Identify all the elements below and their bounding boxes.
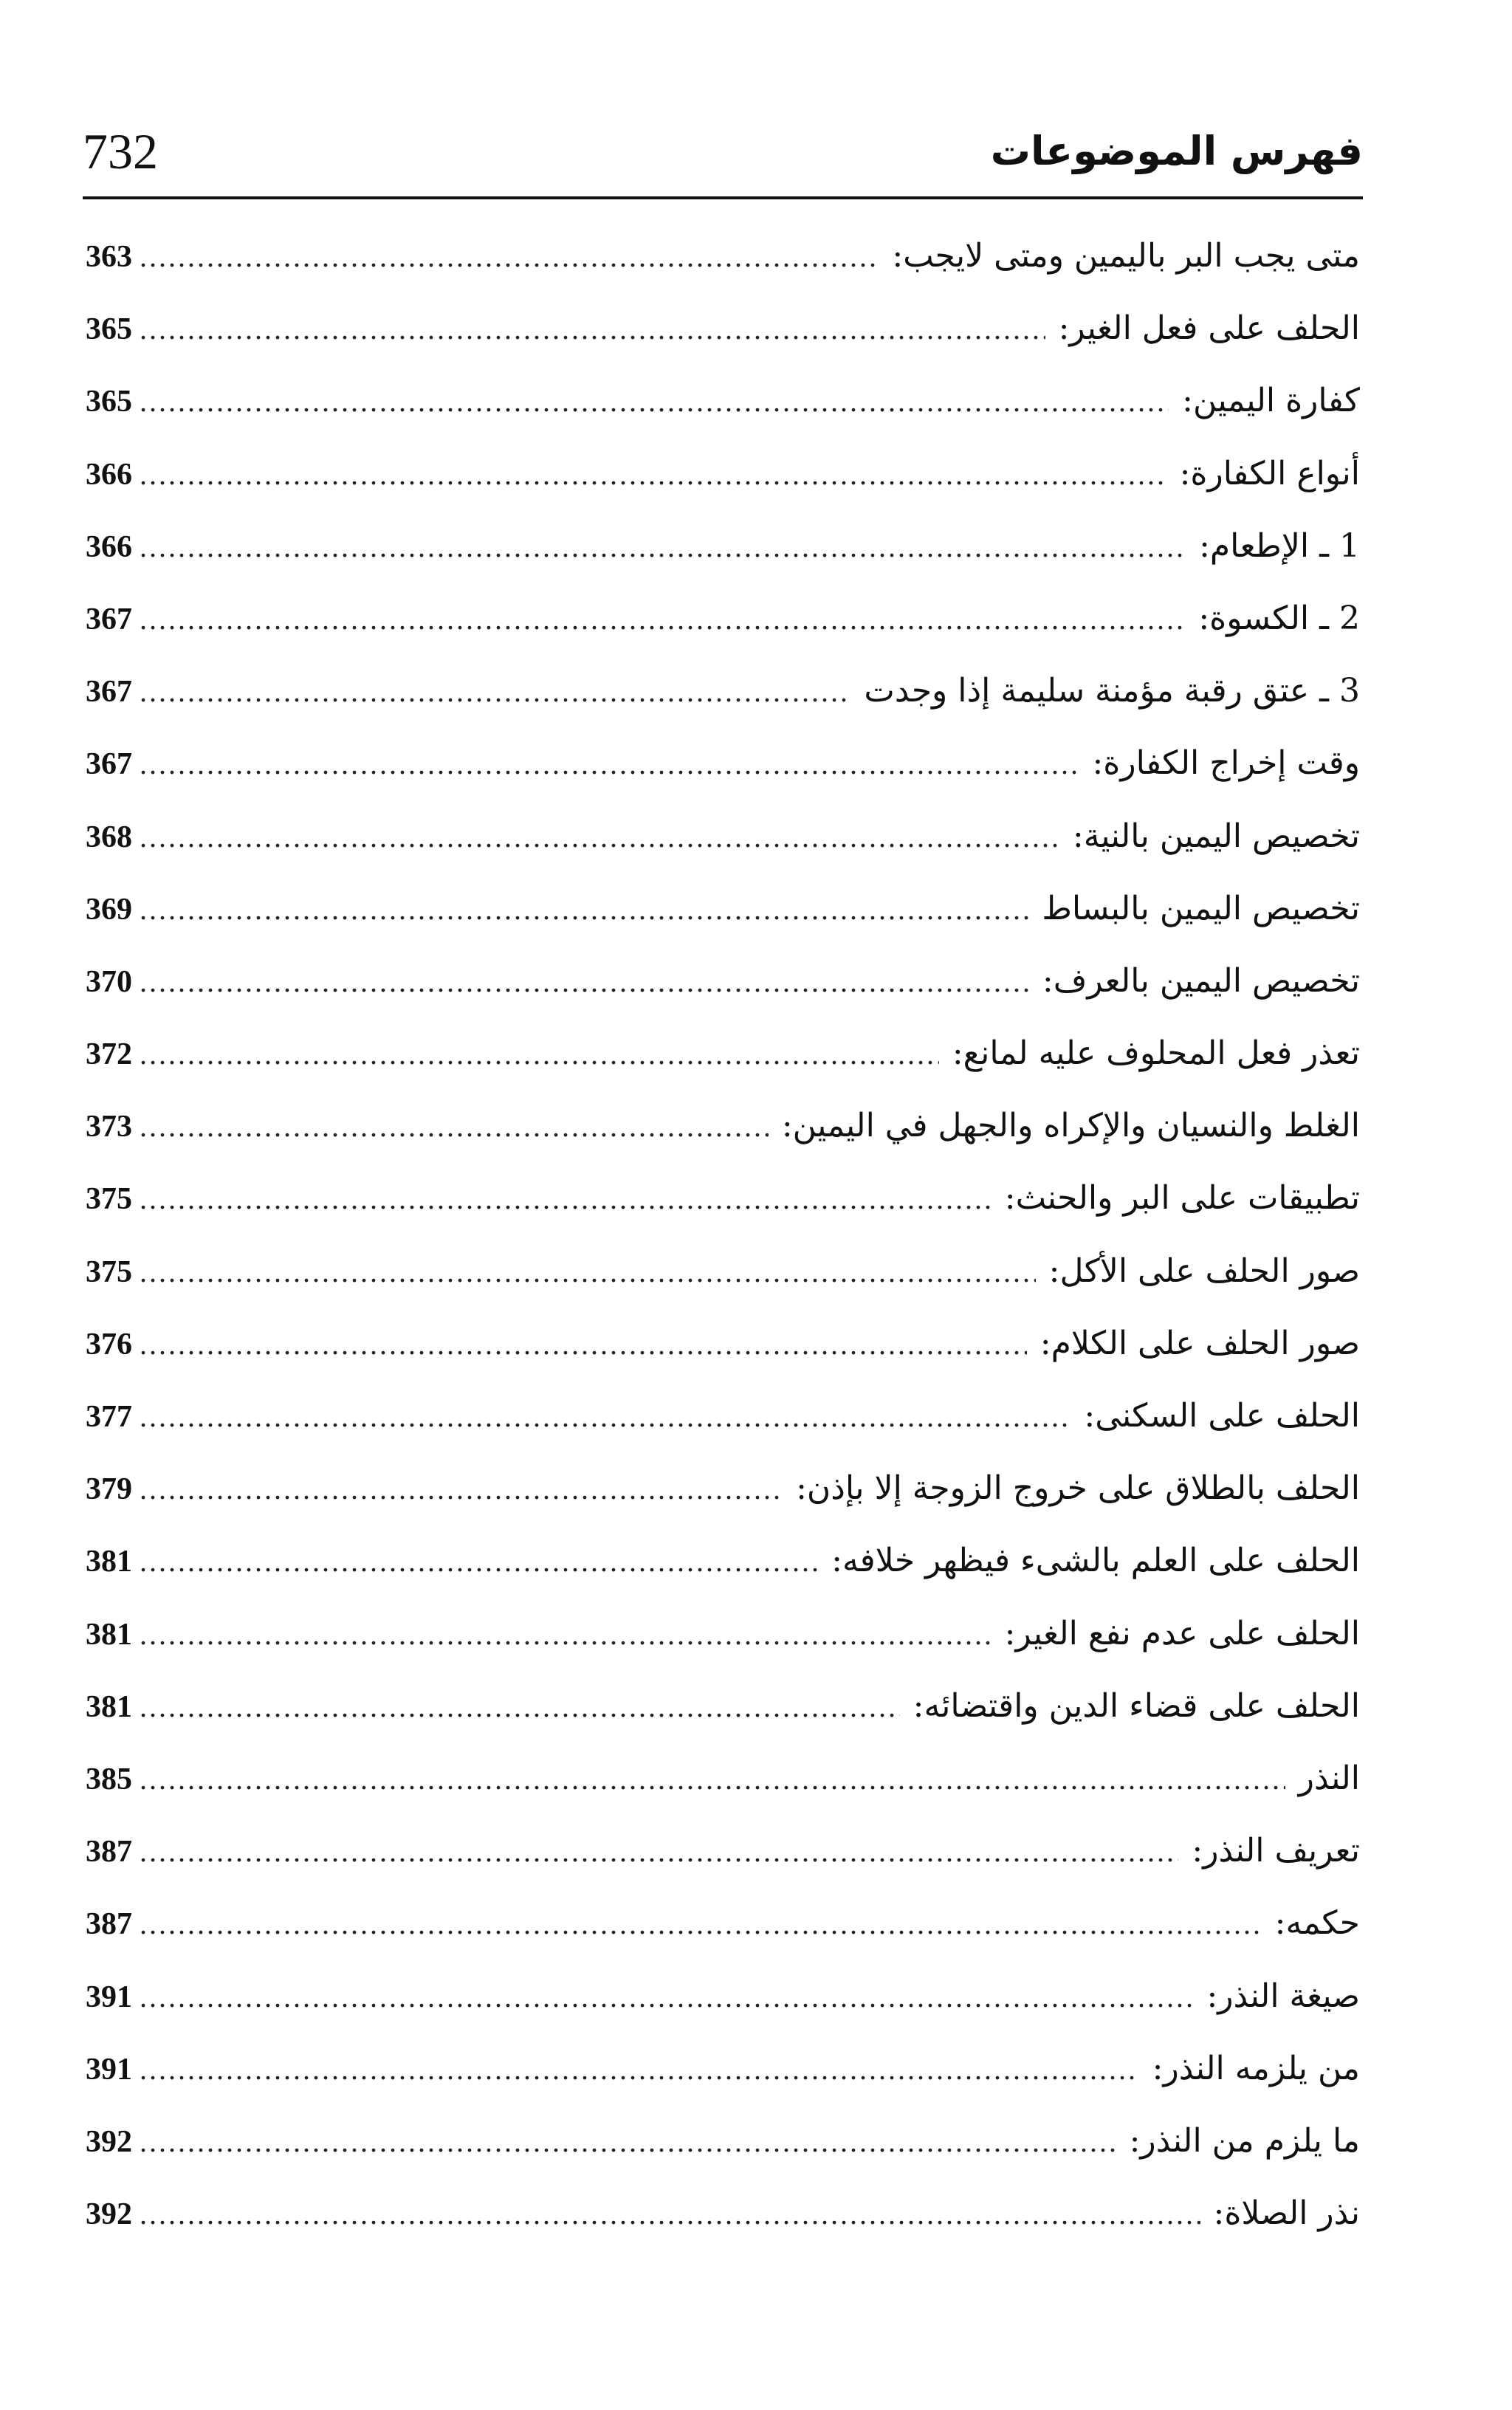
toc-entry-title: نذر الصلاة: [1213, 2194, 1360, 2233]
page-number: 732 [83, 123, 158, 179]
toc-entry-title: الحلف على قضاء الدين واقتضائه: [913, 1686, 1360, 1725]
dot-leader [140, 946, 1029, 1018]
toc-entry-title: صيغة النذر: [1206, 1977, 1360, 2015]
toc-row [86, 1670, 1360, 1743]
page-title: فهرس الموضوعات [990, 128, 1363, 174]
toc-entry-title: تعريف النذر: [1192, 1832, 1360, 1870]
toc-entry-page: 373 [86, 1110, 132, 1144]
toc-row [86, 220, 1360, 292]
toc-entry-page: 369 [86, 892, 132, 927]
toc-row [86, 1960, 1360, 2033]
dot-leader [140, 365, 1169, 438]
toc-entry-page: 379 [86, 1472, 132, 1507]
toc-entry-title: متى يجب البر باليمين ومتى لايجب: [892, 237, 1360, 275]
toc-entry-page: 368 [86, 820, 132, 854]
toc-row [86, 1380, 1360, 1452]
dot-leader [140, 2178, 1200, 2251]
toc-entry-page: 391 [86, 1980, 132, 2014]
toc-row [86, 1308, 1360, 1380]
toc-entry-title: ما يلزم من النذر: [1129, 2121, 1360, 2160]
toc-entry-title: 1 ـ الإطعام: [1199, 526, 1360, 565]
toc-entry-title: 2 ـ الكسوة: [1198, 599, 1360, 637]
toc-row [86, 2105, 1360, 2177]
dot-leader [140, 2106, 1116, 2178]
toc-entry-page: 385 [86, 1762, 132, 1796]
toc-row [86, 945, 1360, 1017]
toc-entry-page: 387 [86, 1835, 132, 1870]
toc-row [86, 365, 1360, 437]
toc-entry-title: الحلف على العلم بالشىء فيظهر خلافه: [831, 1542, 1360, 1580]
toc-entry-page: 370 [86, 964, 132, 999]
toc-entry-title: الحلف على عدم نفع الغير: [1004, 1614, 1360, 1652]
toc-row [86, 2177, 1360, 2250]
toc-row [86, 655, 1360, 727]
toc-row [86, 438, 1360, 510]
toc-entry-title: تطبيقات على البر والحنث: [1004, 1179, 1360, 1218]
toc-entry-page: 392 [86, 2124, 132, 2159]
toc-entry-title: تخصيص اليمين بالبساط [1042, 889, 1360, 927]
toc-entry-title: وقت إخراج الكفارة: [1092, 744, 1360, 783]
toc-row [86, 1743, 1360, 1815]
dot-leader [140, 293, 1045, 365]
toc-row [86, 873, 1360, 945]
dot-leader [140, 1163, 992, 1235]
toc-entry-page: 381 [86, 1617, 132, 1652]
toc-entry-title: حكمه: [1274, 1904, 1360, 1943]
dot-leader [140, 511, 1186, 583]
toc-entry-page: 367 [86, 747, 132, 782]
toc-entry-page: 367 [86, 675, 132, 710]
dot-leader [140, 2033, 1139, 2106]
dot-leader [140, 656, 850, 728]
dot-leader [140, 873, 1028, 946]
page-header [83, 111, 1363, 192]
toc-row [86, 292, 1360, 365]
dot-leader [140, 1743, 1285, 1816]
toc-row [86, 800, 1360, 873]
toc-row [86, 1815, 1360, 1887]
toc-entry-page: 372 [86, 1037, 132, 1072]
toc-entry-page: 367 [86, 602, 132, 636]
dot-leader [140, 1525, 818, 1598]
toc-row [86, 583, 1360, 655]
dot-leader [140, 221, 879, 293]
toc-entry-title: تخصيص اليمين بالنية: [1072, 817, 1360, 855]
toc-row [86, 1017, 1360, 1090]
toc-entry-page: 391 [86, 2052, 132, 2087]
toc-entry-title: تخصيص اليمين بالعرف: [1042, 961, 1360, 1000]
dot-leader [140, 1453, 783, 1525]
toc-entry-title: الحلف على فعل الغير: [1058, 309, 1360, 348]
dot-leader [140, 1236, 1036, 1308]
toc-entry-page: 365 [86, 385, 132, 419]
toc-entry-page: 363 [86, 240, 132, 274]
dot-leader [140, 1961, 1193, 2033]
toc-entry-page: 387 [86, 1907, 132, 1942]
toc-entry-title: الحلف على السكنى: [1084, 1397, 1360, 1435]
toc-entry-page: 365 [86, 312, 132, 347]
toc-entry-title: صور الحلف على الكلام: [1040, 1324, 1360, 1362]
toc-entry-page: 381 [86, 1545, 132, 1579]
header-rule [83, 196, 1363, 199]
toc-row [86, 727, 1360, 800]
toc-entry-page: 381 [86, 1689, 132, 1724]
dot-leader [140, 728, 1079, 800]
toc-row [86, 1887, 1360, 1960]
dot-leader [140, 1381, 1071, 1453]
toc-entry-title: 3 ـ عتق رقبة مؤمنة سليمة إذا وجدت [864, 672, 1360, 710]
toc-entry-title: النذر [1298, 1759, 1360, 1797]
toc-entry-title: كفارة اليمين: [1182, 382, 1360, 420]
toc-entry-page: 376 [86, 1327, 132, 1362]
toc-row [86, 1090, 1360, 1162]
toc-entry-title: الغلط والنسيان والإكراه والجهل في اليمين: [781, 1107, 1360, 1145]
dot-leader [140, 1091, 769, 1163]
toc-entry-title: أنواع الكفارة: [1179, 454, 1360, 492]
toc-entry-page: 366 [86, 529, 132, 564]
toc-row [86, 2033, 1360, 2105]
dot-leader [140, 1816, 1178, 1888]
dot-leader [140, 1599, 992, 1671]
toc-entry-title: الحلف بالطلاق على خروج الزوجة إلا بإذن: [796, 1469, 1360, 1508]
dot-leader [140, 1018, 939, 1091]
toc-row [86, 1598, 1360, 1670]
toc-row [86, 1235, 1360, 1308]
toc-entry-title: صور الحلف على الأكل: [1048, 1252, 1360, 1290]
toc-entry-page: 366 [86, 457, 132, 492]
toc-row [86, 1452, 1360, 1525]
toc-entry-page: 392 [86, 2197, 132, 2232]
toc-entry-page: 377 [86, 1400, 132, 1434]
dot-leader [140, 1308, 1027, 1381]
toc-entry-title: من يلزمه النذر: [1152, 2049, 1360, 2087]
toc-row [86, 1525, 1360, 1597]
table-of-contents [86, 220, 1360, 2250]
dot-leader [140, 1671, 900, 1743]
toc-row [86, 510, 1360, 583]
toc-entry-page: 375 [86, 1182, 132, 1217]
toc-entry-title: تعذر فعل المحلوف عليه لمانع: [952, 1034, 1360, 1073]
dot-leader [140, 583, 1185, 656]
dot-leader [140, 439, 1166, 511]
dot-leader [140, 801, 1059, 873]
toc-row [86, 1162, 1360, 1235]
toc-entry-page: 375 [86, 1254, 132, 1289]
dot-leader [140, 1888, 1262, 1960]
